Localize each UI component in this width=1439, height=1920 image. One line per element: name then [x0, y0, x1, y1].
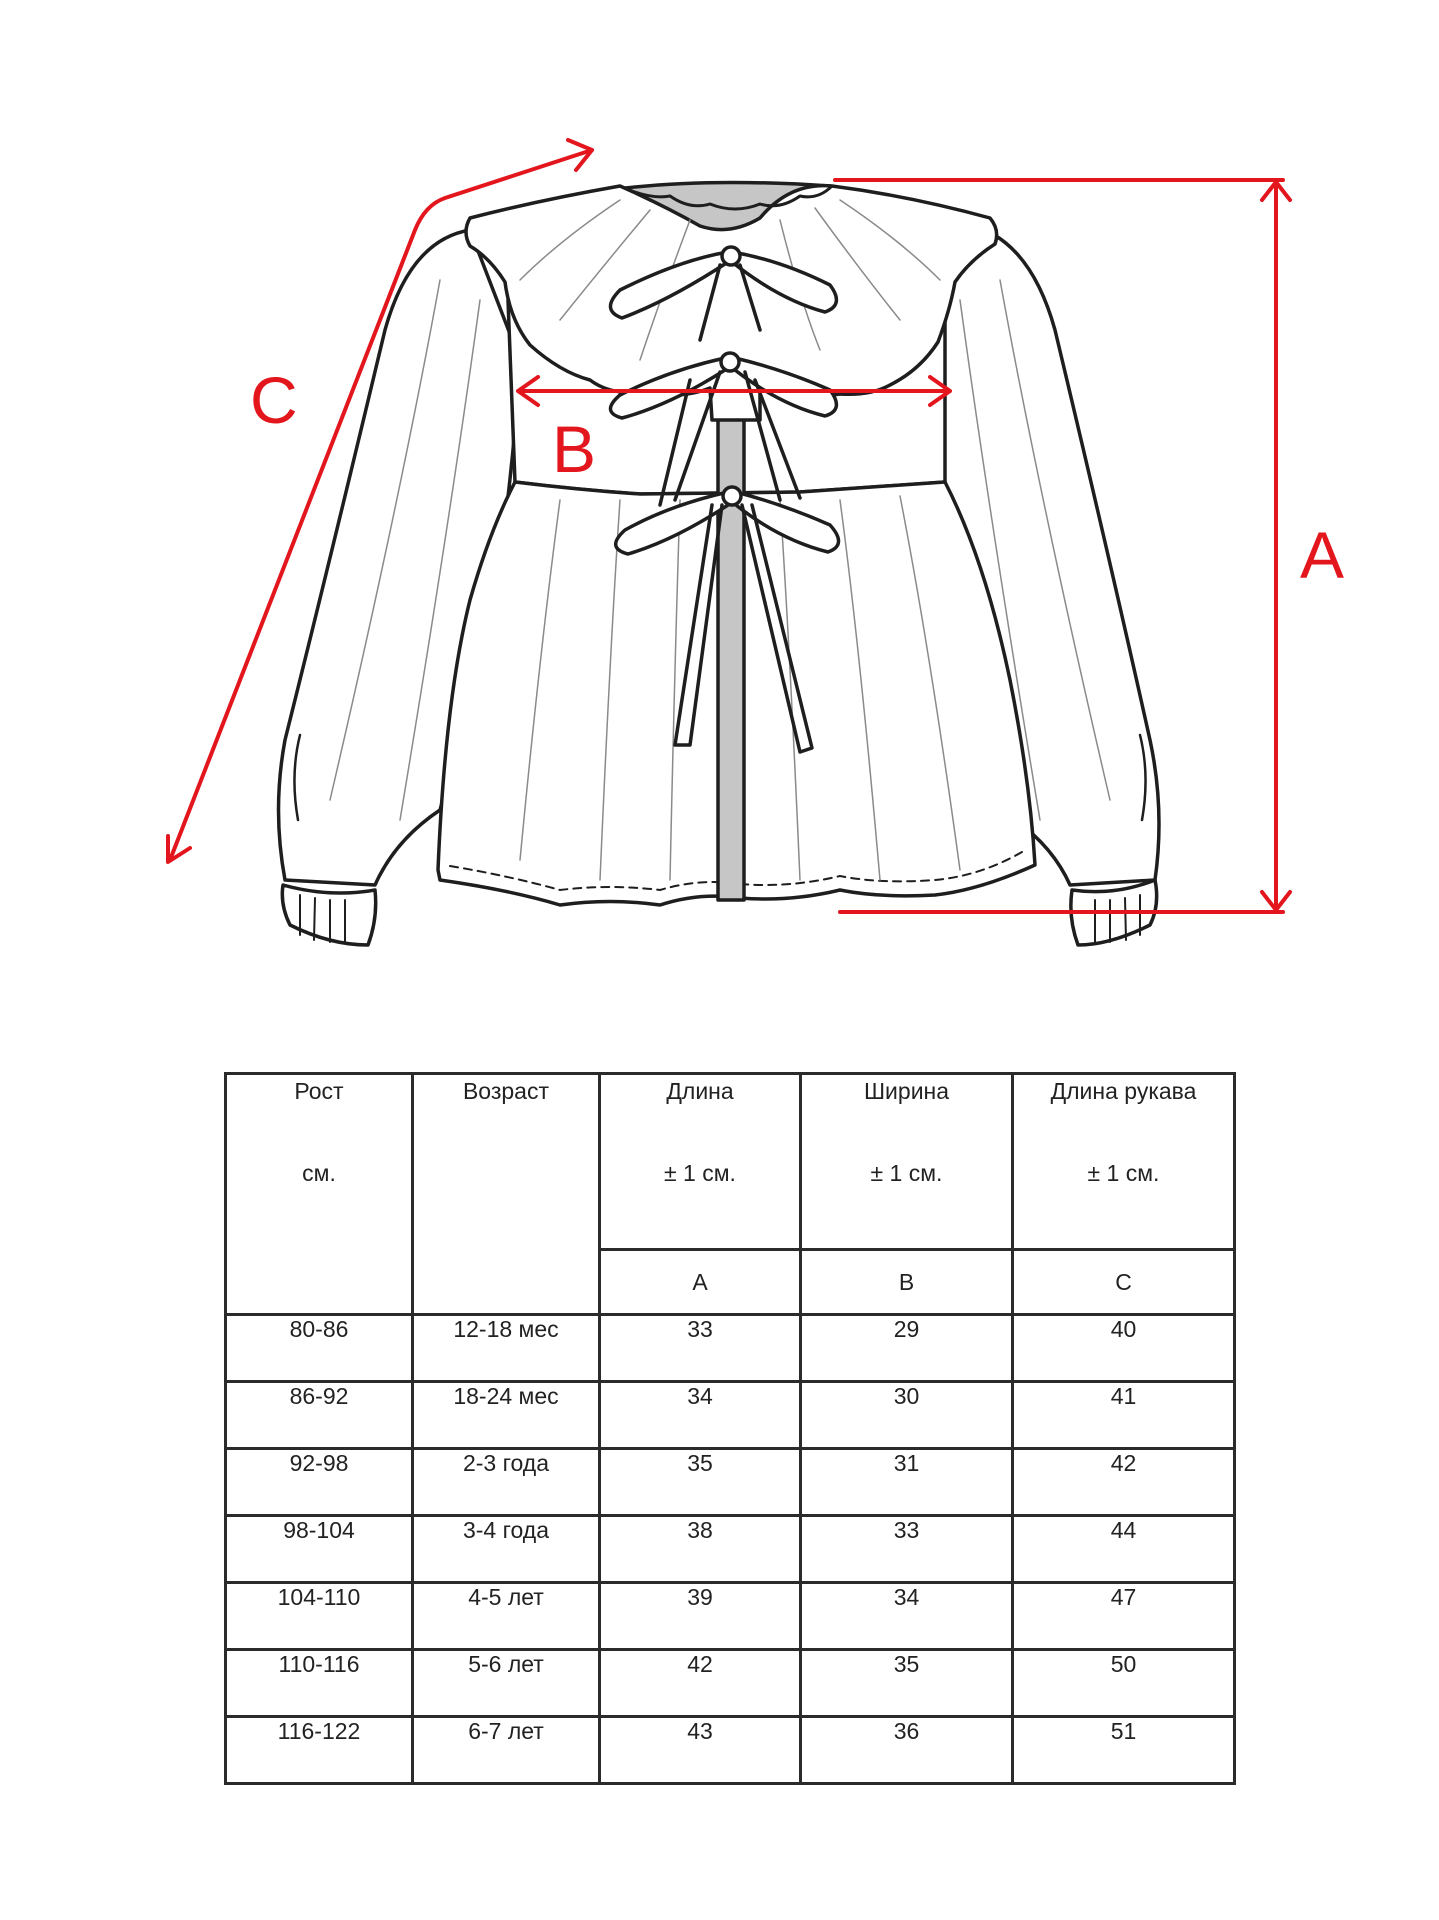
cell-height: 104-110 — [226, 1583, 413, 1650]
table-row — [226, 1650, 1235, 1717]
letter-b: B — [801, 1250, 1013, 1315]
cell-length: 34 — [600, 1382, 801, 1449]
header-sleeve-title: Длина рукава — [1050, 1078, 1197, 1104]
table-row — [226, 1315, 1235, 1382]
cell-age: 12-18 мес — [413, 1315, 600, 1382]
header-width-tolerance: ± 1 см. — [870, 1160, 943, 1186]
cell-width: 34 — [801, 1583, 1013, 1650]
header-width-title: Ширина — [863, 1078, 950, 1104]
cell-height: 80-86 — [226, 1315, 413, 1382]
table-header-row — [226, 1074, 1235, 1250]
cell-height: 92-98 — [226, 1449, 413, 1516]
cell-age: 6-7 лет — [413, 1717, 600, 1784]
header-width — [801, 1074, 1013, 1250]
cell-sleeve: 51 — [1013, 1717, 1235, 1784]
cell-width: 30 — [801, 1382, 1013, 1449]
cell-sleeve: 50 — [1013, 1650, 1235, 1717]
garment-sketch — [279, 182, 1160, 945]
dimension-b-label: B — [552, 412, 597, 486]
header-length-tolerance: ± 1 см. — [664, 1160, 736, 1186]
header-age-title: Возраст — [462, 1078, 550, 1104]
cell-width: 33 — [801, 1516, 1013, 1583]
header-length — [600, 1074, 801, 1250]
header-length-title: Длина — [666, 1078, 734, 1104]
header-sleeve-length — [1013, 1074, 1235, 1250]
cell-width: 29 — [801, 1315, 1013, 1382]
letter-c: C — [1013, 1250, 1235, 1315]
table-row — [226, 1516, 1235, 1583]
cell-width: 35 — [801, 1650, 1013, 1717]
cell-length: 39 — [600, 1583, 801, 1650]
size-table — [224, 1072, 1236, 1785]
header-height-unit: см. — [302, 1160, 336, 1186]
header-height — [226, 1074, 413, 1315]
cell-sleeve: 42 — [1013, 1449, 1235, 1516]
cell-width: 36 — [801, 1717, 1013, 1784]
dimension-a-label: A — [1300, 518, 1345, 592]
table-row — [226, 1382, 1235, 1449]
cell-age: 2-3 года — [413, 1449, 600, 1516]
cell-age: 4-5 лет — [413, 1583, 600, 1650]
cell-height: 116-122 — [226, 1717, 413, 1784]
table-row — [226, 1449, 1235, 1516]
cell-height: 110-116 — [226, 1650, 413, 1717]
dimension-c-label: C — [250, 363, 298, 437]
cell-height: 86-92 — [226, 1382, 413, 1449]
header-sleeve-tolerance: ± 1 см. — [1087, 1160, 1160, 1186]
letter-a: A — [600, 1250, 801, 1315]
cell-sleeve: 44 — [1013, 1516, 1235, 1583]
cell-age: 5-6 лет — [413, 1650, 600, 1717]
table-row — [226, 1583, 1235, 1650]
cell-length: 43 — [600, 1717, 801, 1784]
cell-sleeve: 40 — [1013, 1315, 1235, 1382]
header-height-title: Рост — [294, 1078, 344, 1104]
cuff-gathers — [300, 895, 1140, 942]
table-row — [226, 1717, 1235, 1784]
header-age — [413, 1074, 600, 1315]
cell-sleeve: 47 — [1013, 1583, 1235, 1650]
cell-width: 31 — [801, 1449, 1013, 1516]
cell-length: 35 — [600, 1449, 801, 1516]
cell-age: 3-4 года — [413, 1516, 600, 1583]
cell-sleeve: 41 — [1013, 1382, 1235, 1449]
cell-height: 98-104 — [226, 1516, 413, 1583]
cell-length: 42 — [600, 1650, 801, 1717]
cell-length: 38 — [600, 1516, 801, 1583]
cell-length: 33 — [600, 1315, 801, 1382]
cell-age: 18-24 мес — [413, 1382, 600, 1449]
